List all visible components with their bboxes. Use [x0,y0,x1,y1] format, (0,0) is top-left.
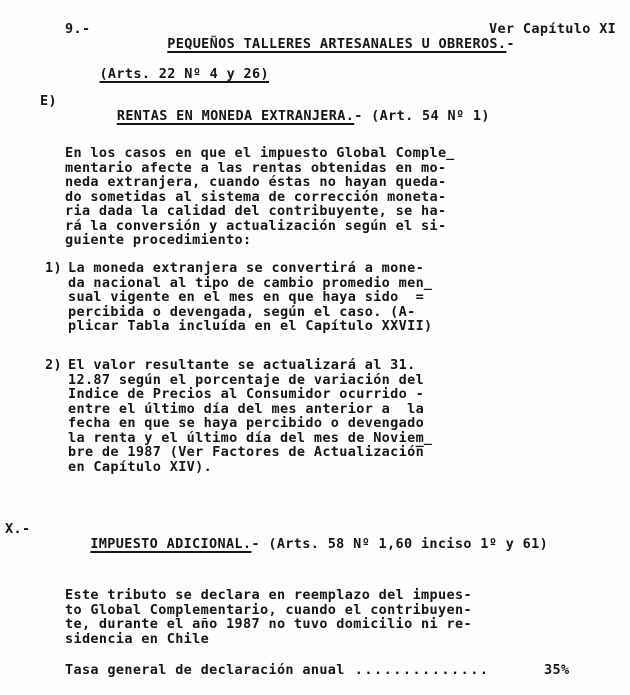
section-e-letter: E) [40,93,57,109]
rate-dot-leader: .............. [354,662,490,678]
list-item-2 [45,358,432,474]
section-9-title-suffix: - [506,35,515,52]
section-e-title-suffix: - (Art. 54 Nº 1) [354,107,490,124]
section-e-heading [40,94,490,138]
list-item-1-text: La moneda extranjera se convertirá a mone- da nacional al tipo de cambio promedio men̲ sual vigente en el mes en que haya sido = percibida o devengada, según el caso. (A- plicar Tabla incluída en el Capítulo XXVII) [68,260,433,334]
section-9-heading [65,22,515,81]
list-item-1 [45,261,433,334]
section-9-ref-note: Ver Capítulo XI [489,21,617,37]
section-x-heading [5,522,548,566]
section-x-title-suffix: - (Arts. 58 Nº 1,60 inciso 1º y 61) [251,535,549,552]
section-x-title: IMPUESTO ADICIONAL. [90,535,252,552]
list-item-1-number: 1) [45,260,62,276]
rate-label: Tasa general de declaración anual [65,662,345,678]
section-e-title: RENTAS EN MONEDA EXTRANJERA. [116,107,355,124]
section-x-body-paragraph: Este tributo se declara en reemplazo del impues- to Global Complementario, cuando el contribuyen- te, durante el año 1987 no tuvo domicilio ni re- sidencia en Chile [65,587,472,647]
section-9-number: 9.- [65,21,91,37]
list-item-2-text: El valor resultante se actualizará al 31. 12.87 según el porcentaje de variación del Indice de Precios al Consumidor ocurrido - entre el último día del mes anterior a la fecha en que se haya percibido o devengado la renta y el último día del mes de Noviem̲ bre de 1987 (Ver Factores de Actualización̅ en Capítulo XIV). [68,357,433,475]
section-9-title: PEQUEÑOS TALLERES ARTESANALES U OBREROS. [167,35,507,52]
rate-line [65,663,490,678]
section-9-subtitle: (Arts. 22 Nº 4 y 26) [99,65,269,82]
section-e-intro-paragraph: En los casos en que el impuesto Global Comple̲ mentario afecte a las rentas obtenidas en mo- neda extranjera, cuando éstas no hayan queda- do sometidas al sistema de corrección moneta- ria dada la calidad del contribuyente, se ha- rá la conversión y actualización según el si- guiente procedimiento: [65,145,455,248]
rate-value: 35% [544,662,570,678]
list-item-2-number: 2) [45,357,62,373]
section-x-number: X.- [5,521,31,537]
